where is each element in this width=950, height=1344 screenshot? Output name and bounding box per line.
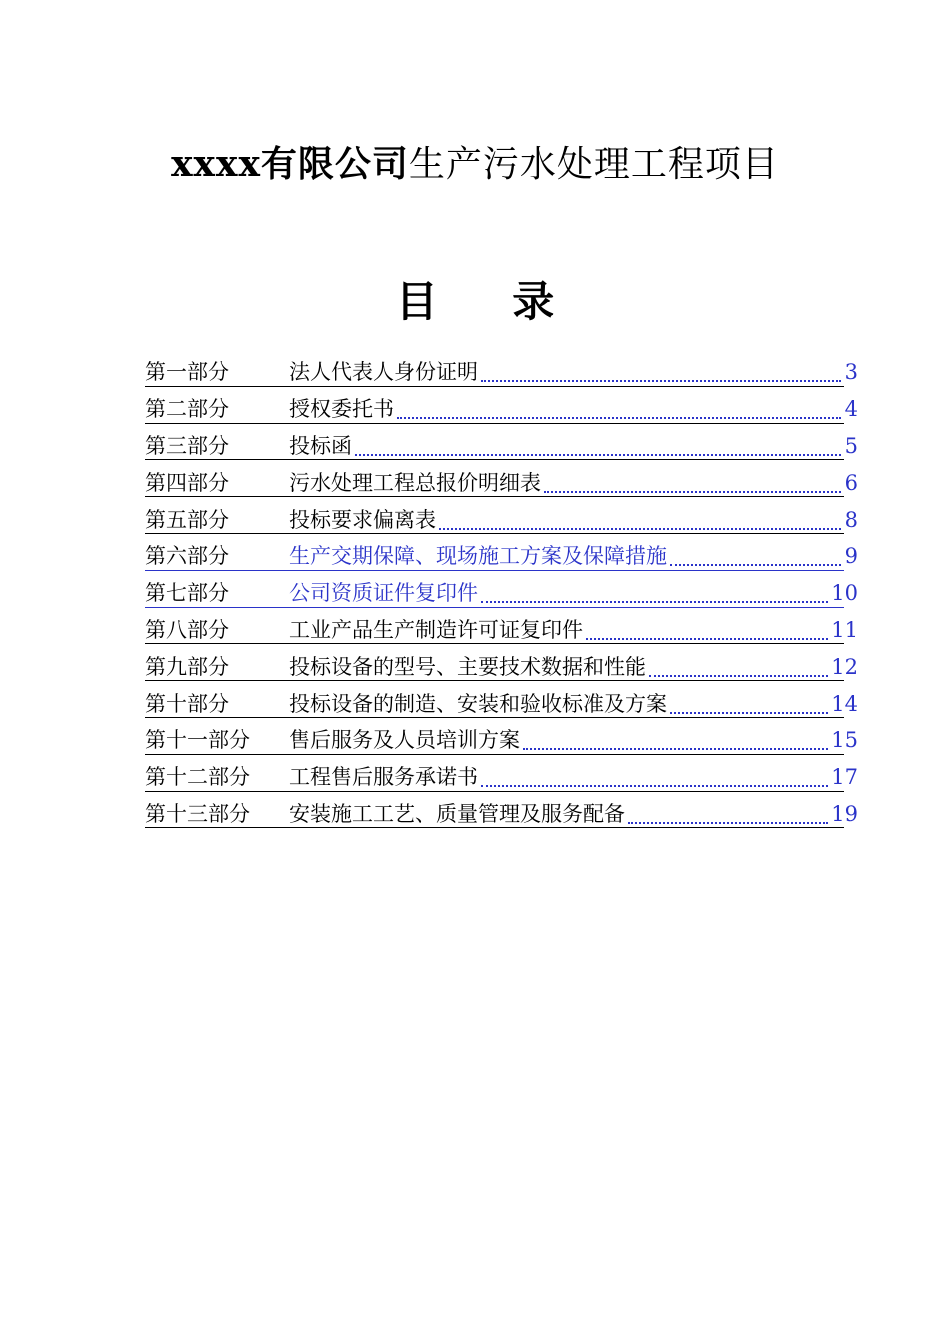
- toc-entry-title[interactable]: 投标设备的制造、安装和验收标准及方案: [289, 691, 667, 716]
- toc-entry-underline: [145, 459, 844, 460]
- toc-entry-underline: [145, 791, 844, 792]
- toc-entry-underline: [145, 643, 844, 644]
- toc-entry-title[interactable]: 授权委托书: [289, 397, 394, 422]
- toc-entry-underline: [145, 680, 844, 681]
- toc-dot-leader: [544, 491, 841, 493]
- toc-entry-title[interactable]: 安装施工工艺、质量管理及服务配备: [289, 801, 625, 826]
- toc-part-label: 第十部分: [145, 691, 229, 716]
- toc-page-number[interactable]: 5: [844, 433, 858, 458]
- toc-heading: 目 录: [395, 277, 585, 326]
- toc-part-label: 第五部分: [145, 507, 229, 532]
- toc-dot-leader: [481, 785, 828, 787]
- toc-entry[interactable]: [145, 648, 858, 685]
- toc-part-label: 第八部分: [145, 617, 229, 642]
- toc-dot-leader: [481, 380, 841, 382]
- toc-entry[interactable]: [145, 501, 858, 538]
- toc-part-label: 第七部分: [145, 581, 229, 606]
- toc-entry-title[interactable]: 公司资质证件复印件: [289, 581, 478, 606]
- toc-dot-leader: [397, 417, 841, 419]
- toc-entry-underline: [145, 607, 844, 608]
- toc-dot-leader: [670, 712, 828, 714]
- document-title: [0, 138, 950, 191]
- toc-part-label: 第十一部分: [145, 728, 250, 753]
- toc-entry-underline: [145, 827, 844, 828]
- toc-dot-leader: [628, 822, 828, 824]
- table-of-contents: [145, 354, 858, 832]
- toc-dot-leader: [439, 528, 841, 530]
- toc-entry-title[interactable]: 污水处理工程总报价明细表: [289, 470, 541, 495]
- toc-part-label: 第十三部分: [145, 801, 250, 826]
- toc-entry-title[interactable]: 投标函: [289, 433, 352, 458]
- toc-entry[interactable]: [145, 464, 858, 501]
- toc-entry-underline: [145, 423, 844, 424]
- toc-entry[interactable]: [145, 759, 858, 796]
- toc-entry-title[interactable]: 工业产品生产制造许可证复印件: [289, 617, 583, 642]
- toc-part-label: 第六部分: [145, 544, 229, 569]
- toc-part-label: 第二部分: [145, 397, 229, 422]
- title-project: 生产污水处理工程项目: [408, 144, 779, 185]
- toc-entry-title[interactable]: 投标设备的型号、主要技术数据和性能: [289, 654, 646, 679]
- toc-entry[interactable]: [145, 538, 858, 575]
- toc-entry[interactable]: [145, 722, 858, 759]
- toc-part-label: 第十二部分: [145, 765, 250, 790]
- toc-dot-leader: [523, 748, 828, 750]
- toc-page-number[interactable]: 17: [831, 765, 858, 790]
- toc-page-number[interactable]: 3: [844, 360, 858, 385]
- toc-entry-underline: [145, 386, 844, 387]
- toc-page-number[interactable]: 11: [831, 617, 858, 642]
- toc-page-number[interactable]: 8: [844, 507, 858, 532]
- toc-entry-title[interactable]: 工程售后服务承诺书: [289, 765, 478, 790]
- toc-page-number[interactable]: 9: [844, 544, 858, 569]
- toc-dot-leader: [586, 638, 828, 640]
- toc-entry-underline: [145, 717, 844, 718]
- toc-entry-title[interactable]: 售后服务及人员培训方案: [289, 728, 520, 753]
- toc-entry-underline: [145, 570, 844, 571]
- toc-dot-leader: [481, 601, 828, 603]
- toc-entry-underline: [145, 533, 844, 534]
- toc-entry-title[interactable]: 生产交期保障、现场施工方案及保障措施: [289, 544, 667, 569]
- toc-page-number[interactable]: 14: [831, 691, 858, 716]
- toc-entry[interactable]: [145, 612, 858, 649]
- toc-entry-title[interactable]: 法人代表人身份证明: [289, 360, 478, 385]
- toc-part-label: 第九部分: [145, 654, 229, 679]
- toc-entry[interactable]: [145, 575, 858, 612]
- toc-dot-leader: [355, 454, 841, 456]
- toc-part-label: 第四部分: [145, 470, 229, 495]
- toc-page-number[interactable]: 10: [831, 581, 858, 606]
- toc-part-label: 第一部分: [145, 360, 229, 385]
- title-company: xxxx有限公司: [171, 143, 409, 185]
- toc-entry-underline: [145, 496, 844, 497]
- toc-page-number[interactable]: 6: [844, 470, 858, 495]
- toc-entry-underline: [145, 754, 844, 755]
- toc-entry[interactable]: [145, 428, 858, 465]
- toc-entry[interactable]: [145, 391, 858, 428]
- toc-entry[interactable]: [145, 685, 858, 722]
- toc-dot-leader: [649, 675, 828, 677]
- toc-part-label: 第三部分: [145, 433, 229, 458]
- toc-page-number[interactable]: 12: [831, 654, 858, 679]
- toc-entry[interactable]: [145, 354, 858, 391]
- toc-page-number[interactable]: 19: [831, 801, 858, 826]
- toc-page-number[interactable]: 4: [844, 397, 858, 422]
- toc-page-number[interactable]: 15: [831, 728, 858, 753]
- toc-entry-title[interactable]: 投标要求偏离表: [289, 507, 436, 532]
- toc-dot-leader: [670, 564, 841, 566]
- toc-entry[interactable]: [145, 796, 858, 833]
